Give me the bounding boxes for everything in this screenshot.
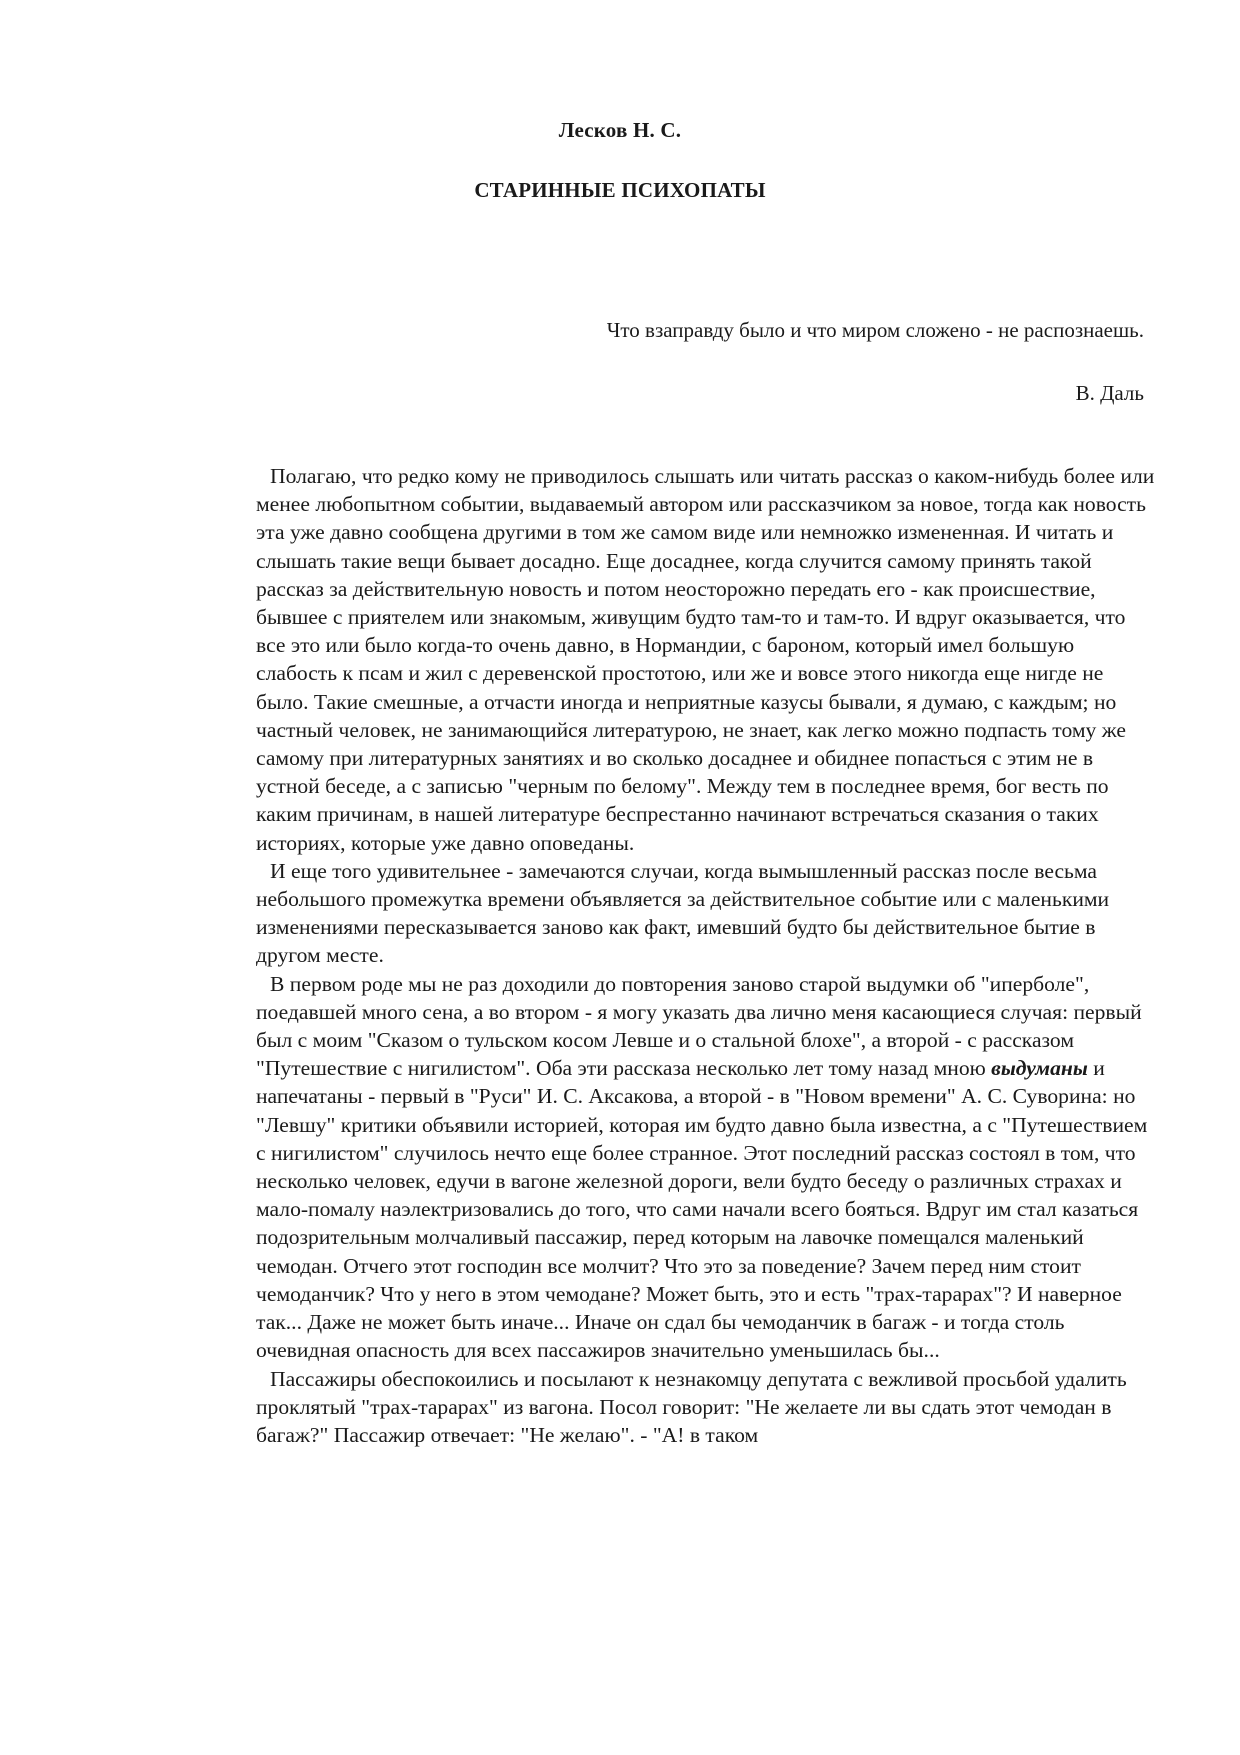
paragraph-4: Пассажиры обеспокоились и посылают к незнакомцу депутата с вежливой просьбой удалить проклятый "трах-тарарах" из вагона. Посол говорит: "Не желаете ли вы сдать этот чемодан в багаж?" Пассажир отвечает: "Не желаю". - "А! в таком [256, 1366, 1127, 1447]
emphasized-word: выдуманы [991, 1056, 1088, 1081]
epigraph-text: Что взаправду было и что миром сложено - не распознаешь. [606, 318, 1144, 342]
paragraph-3 [256, 970, 1156, 1365]
story-title: СТАРИННЫЕ ПСИХОПАТЫ [474, 178, 766, 202]
paragraph-1: Полагаю, что редко кому не приводилось слышать или читать рассказ о каком-нибудь более или менее любопытном событии, выдаваемый автором или рассказчиком за новое, тогда как новость эта уже давно сообщена другими в том же самом виде или немножко измененная. И читать и слышать такие вещи бывает досадно. Еще досаднее, когда случится самому принять такой рассказ за действительную новость и потом неосторожно передать его - как происшествие, бывшее с приятелем или знакомым, живущим будто там-то и там-то. И вдруг оказывается, что все это или было когда-то очень давно, в Нормандии, с бароном, который имел большую слабость к псам и жил с деревенской простотою, или же и вовсе этого никогда еще нигде не было. Такие смешные, а отчасти иногда и неприятные казусы бывали, я думаю, с каждым; но частный человек, не занимающийся литературою, не знает, как легко можно подпасть тому же самому при литературных занятиях и во сколько досаднее и обиднее попасться с этим не в устной беседе, а с записью "черным по белому". Между тем в последнее время, бог весть по каким причинам, в нашей литературе беспрестанно начинают встречаться сказания о таких историях, которые уже давно оповеданы. [256, 464, 1155, 855]
paragraph-3-after: и напечатаны - первый в "Руси" И. С. Аксакова, а второй - в "Новом времени" А. С. Суворина: но "Левшу" критики объявили историей, которая им будто давно была известна, а с "Путешествием с нигилистом" случилось нечто еще более странное. Этот последний рассказ состоял в том, что несколько человек, едучи в вагоне железной дороги, вели будто беседу о различных страхах и мало-помалу наэлектризовались до того, что сами начали всего бояться. Вдруг им стал казаться подозрительным молчаливый пассажир, перед которым на лавочке помещался маленький чемодан. Отчего этот господин все молчит? Что это за поведение? Зачем перед ним стоит чемоданчик? Что у него в этом чемодане? Может быть, это и есть "трах-тарарах"? И наверное так... Даже не может быть иначе... Иначе он сдал бы чемоданчик в багаж - и тогда столь очевидная опасность для всех пассажиров значительно уменьшилась бы... [256, 1056, 1148, 1363]
author-name: Лесков Н. С. [558, 118, 682, 142]
epigraph-attribution: В. Даль [1075, 381, 1144, 405]
paragraph-3-before: В первом роде мы не раз доходили до повторения заново старой выдумки об "иперболе", поедавшей много сена, а во втором - я могу указать два лично меня касающиеся случая: первый был с моим "Сказом о тульском косом Левше и о стальной блохе", а второй - с рассказом "Путешествие с нигилистом". Оба эти рассказа несколько лет тому назад мною [256, 971, 1142, 1081]
story-body [256, 462, 1156, 1449]
paragraph-2: И еще того удивительнее - замечаются случаи, когда вымышленный рассказ после весьма небольшого промежутка времени объявляется за действительное событие или с маленькими изменениями пересказывается заново как факт, имевший будто бы действительное бытие в другом месте. [256, 858, 1110, 968]
